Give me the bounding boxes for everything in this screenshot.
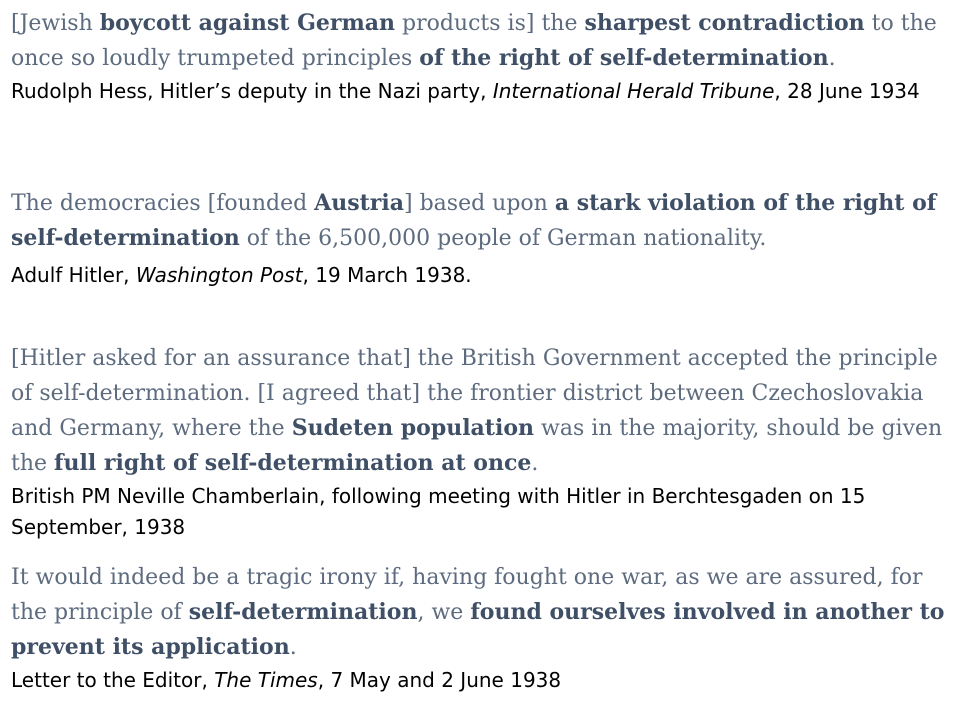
quote-block-chamberlain: [11, 341, 951, 543]
quote-emphasis: Austria: [314, 190, 404, 216]
quote-source: [11, 665, 951, 696]
source-segment: , 7 May and 2 June 1938: [317, 668, 562, 692]
quote-text: [11, 560, 951, 665]
quote-emphasis: Sudeten population: [291, 415, 534, 441]
quote-segment: was in the majority, should be given the: [11, 416, 943, 476]
quote-source: [11, 481, 951, 543]
quote-source: [11, 76, 951, 107]
quote-segment: The democracies [founded: [11, 191, 315, 216]
quote-segment: [Hitler asked for an assurance that] the British Government accepted the principle of self-determination. [I agreed that] the frontier district between Czechoslovakia and Germany, where the: [11, 346, 938, 441]
quote-emphasis: of the right of self-determination: [419, 45, 829, 71]
source-publication: Washington Post: [135, 263, 303, 287]
quote-segment: of the 6,500,000 people of German nationality.: [239, 226, 767, 251]
quote-block-hess: [11, 6, 951, 107]
quote-block-hitler: [11, 186, 951, 291]
quote-emphasis: a stark violation of the right of self-determination: [11, 190, 937, 251]
quote-emphasis: boycott against German: [99, 10, 395, 36]
source-segment: Adulf Hitler,: [11, 263, 136, 287]
quote-text: [11, 341, 951, 481]
quote-source: [11, 260, 951, 291]
source-segment: , 28 June 1934: [774, 79, 920, 103]
quote-emphasis: self-determination: [188, 599, 418, 625]
quote-segment: .: [828, 46, 836, 71]
source-segment: Rudolph Hess, Hitler’s deputy in the Nazi party,: [11, 79, 493, 103]
quote-block-times-letter: [11, 560, 951, 696]
quote-emphasis: found ourselves involved in another to prevent its application: [11, 599, 945, 660]
quote-emphasis: full right of self-determination at once: [54, 450, 532, 476]
source-segment: Letter to the Editor,: [11, 668, 215, 692]
quote-segment: [Jewish: [11, 11, 100, 36]
quote-segment: It would indeed be a tragic irony if, having fought one war, as we are assured, for the principle of: [11, 565, 923, 625]
source-publication: International Herald Tribune: [492, 79, 775, 103]
quote-segment: ] based upon: [404, 191, 555, 216]
source-segment: British PM Neville Chamberlain, following meeting with Hitler in Berchtesgaden on 15 September, 1938: [11, 484, 866, 539]
source-segment: , 19 March 1938.: [302, 263, 472, 287]
quote-segment: .: [289, 635, 297, 660]
quote-segment: to the once so loudly trumpeted principles: [11, 11, 937, 71]
source-publication: The Times: [214, 668, 318, 692]
quote-segment: .: [531, 451, 539, 476]
quote-text: [11, 6, 951, 76]
quote-text: [11, 186, 951, 256]
quote-emphasis: sharpest contradiction: [584, 10, 865, 36]
quote-segment: products is] the: [395, 11, 585, 36]
quote-segment: , we: [417, 600, 471, 625]
